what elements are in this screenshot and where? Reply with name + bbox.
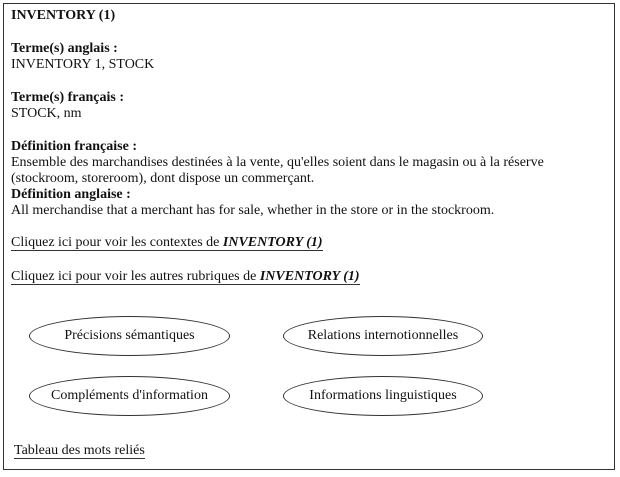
- entry-title: INVENTORY (1): [11, 8, 116, 23]
- french-terms-section: [11, 90, 601, 122]
- definitions-section: [11, 139, 601, 219]
- related-words-link[interactable]: Tableau des mots reliés: [14, 443, 145, 458]
- rubrics-link[interactable]: [11, 269, 360, 285]
- rubrics-link-prefix: Cliquez ici pour voir les autres rubriques de: [11, 269, 260, 284]
- rubrics-link-term: INVENTORY (1): [259, 269, 360, 284]
- entry-content: [11, 8, 601, 285]
- french-definition-line1: Ensemble des marchandises destinées à la vente, qu'elles soient dans le magasin ou à la réserve: [11, 155, 544, 170]
- english-terms-value: INVENTORY 1, STOCK: [11, 57, 155, 72]
- french-definition-label: Définition française :: [11, 139, 137, 154]
- english-definition-value: All merchandise that a merchant has for sale, whether in the store or in the stockroom.: [11, 203, 495, 218]
- french-definition-line2: (stockroom, storeroom), dont dispose un commerçant.: [11, 171, 315, 186]
- english-definition-label: Définition anglaise :: [11, 187, 131, 202]
- rubrics-link-row: [11, 269, 601, 285]
- french-terms-value: STOCK, nm: [11, 106, 82, 121]
- related-words-row: [14, 443, 145, 459]
- semantic-precisions-button[interactable]: Précisions sémantiques: [29, 316, 230, 356]
- french-terms-label: Terme(s) français :: [11, 90, 125, 105]
- english-terms-label: Terme(s) anglais :: [11, 41, 118, 56]
- contexts-link[interactable]: [11, 235, 323, 251]
- contexts-link-prefix: Cliquez ici pour voir les contextes de: [11, 235, 223, 250]
- contexts-link-term: INVENTORY (1): [222, 235, 323, 250]
- english-terms-section: [11, 41, 601, 73]
- internotional-relations-button[interactable]: Relations internotionnelles: [283, 316, 483, 356]
- linguistic-information-button[interactable]: Informations linguistiques: [283, 376, 483, 416]
- additional-information-button[interactable]: Compléments d'information: [29, 376, 230, 416]
- contexts-link-row: [11, 235, 601, 251]
